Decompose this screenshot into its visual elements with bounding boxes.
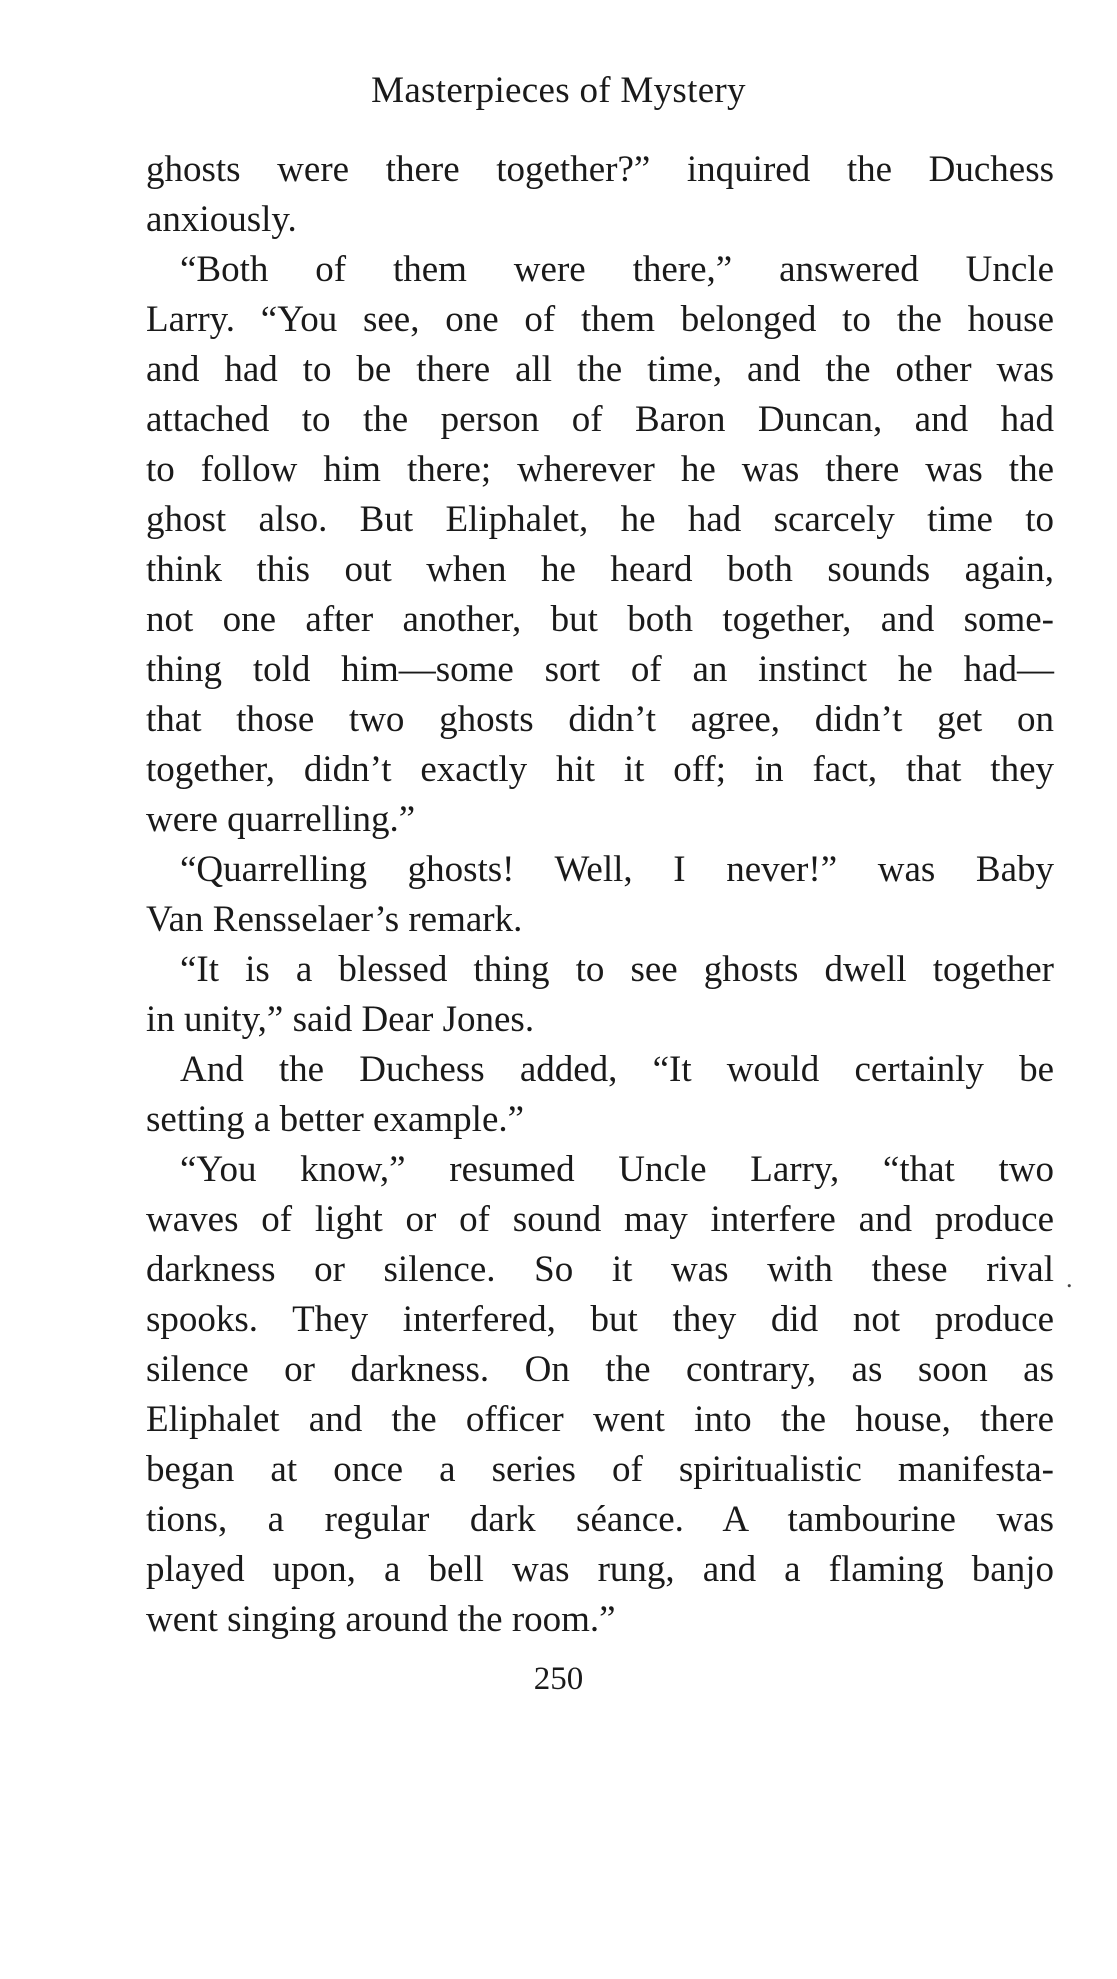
text-line: Eliphalet and the officer went into the house, there <box>146 1399 1054 1440</box>
text-line: began at once a series of spiritualistic manifesta- <box>146 1449 1054 1490</box>
text-line: waves of light or of sound may interfere and produce <box>146 1199 1054 1240</box>
text-line: “You know,” resumed Uncle Larry, “that two <box>180 1149 1054 1190</box>
text-line: thing told him—some sort of an instinct he had— <box>146 649 1054 690</box>
text-line: and had to be there all the time, and the other was <box>146 349 1054 390</box>
text-line: anxiously. <box>146 199 297 240</box>
text-line: Larry. “You see, one of them belonged to the house <box>146 299 1054 340</box>
text-line: darkness or silence. So it was with these rival <box>146 1249 1054 1290</box>
text-line: “Quarrelling ghosts! Well, I never!” was Baby <box>180 849 1054 890</box>
page-number: 250 <box>533 1661 584 1697</box>
margin-mark: . <box>1066 1264 1073 1293</box>
text-line: setting a better example.” <box>146 1099 525 1140</box>
text-line: And the Duchess added, “It would certainly be <box>180 1049 1054 1090</box>
text-line: attached to the person of Baron Duncan, and had <box>146 399 1054 440</box>
text-line: ghosts were there together?” inquired the Duchess <box>146 149 1054 190</box>
text-line: “It is a blessed thing to see ghosts dwell together <box>180 949 1054 990</box>
text-line: ghost also. But Eliphalet, he had scarcely time to <box>146 499 1054 540</box>
text-line: played upon, a bell was rung, and a flaming banjo <box>146 1549 1054 1590</box>
text-line: “Both of them were there,” answered Uncle <box>180 249 1054 290</box>
text-line: were quarrelling.” <box>146 799 416 840</box>
text-line: silence or darkness. On the contrary, as soon as <box>146 1349 1054 1390</box>
text-line: Van Rensselaer’s remark. <box>146 899 523 940</box>
text-line: together, didn’t exactly hit it off; in fact, that they <box>146 749 1054 790</box>
body-text <box>146 145 1054 1645</box>
text-line: in unity,” said Dear Jones. <box>146 999 535 1040</box>
running-head: Masterpieces of Mystery <box>371 70 746 111</box>
text-line: not one after another, but both together, and some- <box>146 599 1054 640</box>
text-line: to follow him there; wherever he was there was the <box>146 449 1054 490</box>
text-line: spooks. They interfered, but they did not produce <box>146 1299 1054 1340</box>
text-line: tions, a regular dark séance. A tambourine was <box>146 1499 1054 1540</box>
text-line: that those two ghosts didn’t agree, didn’t get on <box>146 699 1054 740</box>
text-line: went singing around the room.” <box>146 1599 616 1640</box>
text-line: think this out when he heard both sounds again, <box>146 549 1054 590</box>
